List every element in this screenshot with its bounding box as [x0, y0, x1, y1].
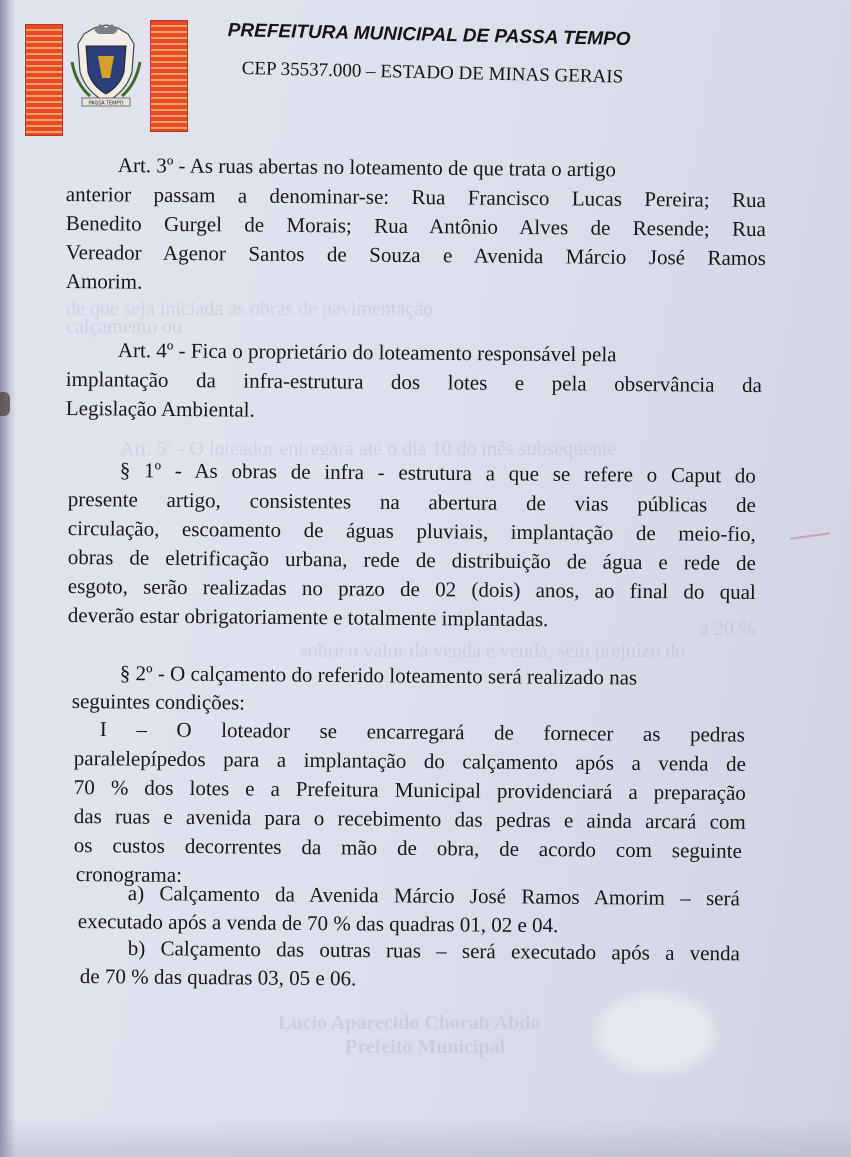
show-through-line: a 20 % — [700, 618, 756, 640]
art4-line: implantação da infra-estrutura dos lotes e pela observância da — [65, 366, 762, 398]
flag-right — [150, 20, 188, 132]
art3-line: Benedito Gurgel de Morais; Rua Antônio Alves de Resende; Rua — [65, 210, 766, 242]
paragraph2-item-b: b) Calçamento das outras ruas – será executado após a venda — [127, 935, 740, 966]
paragraph2-line: 70 % dos lotes e a Prefeitura Municipal providenciará a preparação — [73, 774, 746, 805]
show-through-line: calçamento ou — [66, 316, 183, 338]
paragraph1-line: obras de eletrificação urbana, rede de distribuição de água e rede de — [67, 544, 756, 576]
paragraph2-line: paralelepípedos para a implantação do calçamento após a venda de — [73, 745, 746, 776]
paragraph2-line: I – O loteador se encarregará de fornecer as pedras — [99, 716, 745, 747]
art4-line: Legislação Ambiental. — [65, 395, 255, 422]
art3-line: anterior passam a denominar-se: Rua Francisco Lucas Pereira; Rua — [65, 181, 766, 213]
paragraph2-item-a-cont: executado após a venda de 70 % das quadras 01, 02 e 04. — [77, 908, 559, 938]
paragraph2-line: os custos decorrentes da mão de obra, de acordo com seguinte — [73, 832, 742, 863]
paragraph2-line: das ruas e avenida para o recebimento das pedras e ainda arcará com — [73, 803, 746, 834]
show-through-title: Prefeito Municipal — [345, 1036, 506, 1058]
paragraph1-line: deverão estar obrigatoriamente e totalmente implantadas. — [67, 602, 549, 632]
show-through-line: sobre o valor da venda e venda, sem prejuízo do — [300, 640, 686, 662]
paragraph1-line: § 1º - As obras de infra - estrutura a que se refere o Caput do — [119, 457, 756, 488]
page-edge-shadow — [0, 0, 16, 1157]
page-bottom-shadow — [0, 1117, 851, 1157]
svg-text:PASSA TEMPO: PASSA TEMPO — [88, 100, 124, 107]
paragraph2-line: § 2º - O calçamento do referido loteamento será realizado nas — [119, 660, 638, 690]
paragraph2-item-a: a) Calçamento da Avenida Márcio José Ramos Amorim – será — [127, 880, 740, 911]
binding-mark — [0, 392, 10, 416]
show-through-signature: Lucio Aparecido Chorab Abdo — [278, 1012, 541, 1034]
art4-line: Art. 4º - Fica o proprietário do loteamento responsável pela — [117, 337, 617, 367]
art3-line: Vereador Agenor Santos de Souza e Avenida Márcio José Ramos — [65, 239, 766, 271]
municipal-crest-icon — [70, 22, 142, 108]
art3-line: Art. 3º - As ruas abertas no loteamento de que trata o artigo — [117, 152, 617, 182]
show-through-line: Art. 5º - O loteador entregará até o dia 10 do mês subsequente — [120, 438, 617, 460]
paragraph1-line: circulação, escoamento de águas pluviais, implantação de meio-fio, — [67, 515, 756, 547]
header-subtitle: CEP 35537.000 – ESTADO DE MINAS GERAIS — [241, 58, 624, 88]
paragraph2-item-b-cont: de 70 % das quadras 03, 05 e 06. — [79, 963, 357, 991]
header-title: PREFEITURA MUNICIPAL DE PASSA TEMPO — [227, 20, 631, 51]
flag-left — [25, 24, 63, 136]
paragraph1-line: presente artigo, consistentes na abertura de vias públicas de — [67, 486, 756, 518]
paragraph2-line: cronograma: — [75, 861, 183, 887]
redaction-blur — [597, 993, 715, 1073]
paragraph2-line: seguintes condições: — [71, 688, 246, 715]
pen-mark — [790, 532, 830, 540]
show-through-line: de que seja iniciada as obras de pavimentação — [66, 298, 434, 320]
art3-line: Amorim. — [65, 268, 143, 294]
paragraph1-line: esgoto, serão realizadas no prazo de 02 (dois) anos, ao final do qual — [67, 573, 756, 605]
